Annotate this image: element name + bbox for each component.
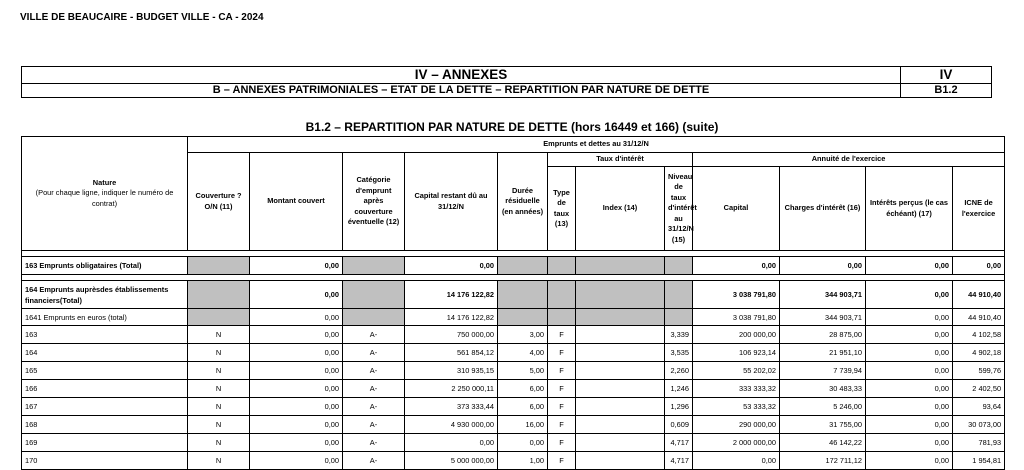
cell-duree: 16,00	[498, 416, 548, 434]
cell-couverture: N	[188, 326, 250, 344]
cell-couverture	[188, 309, 250, 326]
cell-niveau	[665, 257, 693, 275]
cell-capital: 3 038 791,80	[693, 281, 780, 309]
cell-index	[576, 452, 665, 470]
cell-capital-restant: 14 176 122,82	[405, 281, 498, 309]
cell-categorie: A-	[343, 380, 405, 398]
col-montant-couvert: Montant couvert	[250, 153, 343, 251]
header-title: IV – ANNEXES	[22, 67, 901, 84]
cell-duree	[498, 309, 548, 326]
cell-capital: 0,00	[693, 257, 780, 275]
cell-charges: 46 142,22	[780, 434, 866, 452]
cell-niveau	[665, 309, 693, 326]
cell-duree: 3,00	[498, 326, 548, 344]
cell-icne: 599,76	[953, 362, 1005, 380]
cell-type: F	[548, 434, 576, 452]
col-type-taux: Type de taux (13)	[548, 167, 576, 251]
cell-capital-restant: 0,00	[405, 257, 498, 275]
cell-couverture: N	[188, 434, 250, 452]
cell-icne: 30 073,00	[953, 416, 1005, 434]
cell-charges: 30 483,33	[780, 380, 866, 398]
header-subtitle: B – ANNEXES PATRIMONIALES – ETAT DE LA DETTE – REPARTITION PAR NATURE DE DETTE	[22, 84, 901, 98]
cell-index	[576, 309, 665, 326]
row-nature: 170	[22, 452, 188, 470]
col-duree: Durée résiduelle (en années)	[498, 153, 548, 251]
cell-index	[576, 398, 665, 416]
cell-niveau: 1,246	[665, 380, 693, 398]
cell-duree: 0,00	[498, 434, 548, 452]
document-title: VILLE DE BEAUCAIRE - BUDGET VILLE - CA - 2024	[20, 12, 264, 23]
cell-capital: 200 000,00	[693, 326, 780, 344]
cell-categorie: A-	[343, 434, 405, 452]
row-nature: 1641 Emprunts en euros (total)	[22, 309, 188, 326]
cell-interets: 0,00	[866, 434, 953, 452]
table-row	[22, 362, 1005, 380]
cell-duree: 4,00	[498, 344, 548, 362]
cell-couverture: N	[188, 452, 250, 470]
row-nature: 168	[22, 416, 188, 434]
cell-capital: 2 000 000,00	[693, 434, 780, 452]
cell-couverture	[188, 281, 250, 309]
cell-icne: 2 402,50	[953, 380, 1005, 398]
row-nature-line2: financiers(Total)	[25, 295, 82, 305]
row-nature: 169	[22, 434, 188, 452]
cell-interets: 0,00	[866, 326, 953, 344]
cell-index	[576, 362, 665, 380]
cell-categorie: A-	[343, 416, 405, 434]
cell-capital-restant: 373 333,44	[405, 398, 498, 416]
table-row	[22, 380, 1005, 398]
col-capital: Capital	[693, 167, 780, 251]
cell-index	[576, 257, 665, 275]
row-nature	[22, 281, 188, 309]
table-row	[22, 281, 1005, 309]
col-nature-sub: (Pour chaque ligne, indiquer le numéro de contrat)	[35, 188, 174, 208]
cell-duree: 6,00	[498, 398, 548, 416]
cell-capital-restant: 14 176 122,82	[405, 309, 498, 326]
cell-duree: 5,00	[498, 362, 548, 380]
cell-charges: 21 951,10	[780, 344, 866, 362]
cell-capital-restant: 2 250 000,11	[405, 380, 498, 398]
cell-interets: 0,00	[866, 281, 953, 309]
cell-capital-restant: 5 000 000,00	[405, 452, 498, 470]
col-categorie: Catégorie d'emprunt après couverture éventuelle (12)	[343, 153, 405, 251]
cell-index	[576, 380, 665, 398]
row-nature: 166	[22, 380, 188, 398]
col-index: Index (14)	[576, 167, 665, 251]
cell-capital-restant: 4 930 000,00	[405, 416, 498, 434]
table-row	[22, 309, 1005, 326]
cell-icne: 44 910,40	[953, 309, 1005, 326]
cell-montant: 0,00	[250, 362, 343, 380]
cell-duree: 6,00	[498, 380, 548, 398]
cell-icne: 4 102,58	[953, 326, 1005, 344]
cell-type: F	[548, 362, 576, 380]
cell-niveau: 3,535	[665, 344, 693, 362]
cell-charges: 0,00	[780, 257, 866, 275]
cell-couverture: N	[188, 362, 250, 380]
annex-header	[21, 66, 992, 98]
cell-charges: 7 739,94	[780, 362, 866, 380]
row-nature: 164	[22, 344, 188, 362]
cell-interets: 0,00	[866, 257, 953, 275]
cell-montant: 0,00	[250, 326, 343, 344]
cell-niveau: 4,717	[665, 434, 693, 452]
cell-categorie: A-	[343, 452, 405, 470]
col-niveau-taux: Niveau de taux d'intérêt au 31/12/N (15)	[665, 167, 693, 251]
cell-type	[548, 309, 576, 326]
cell-type	[548, 257, 576, 275]
cell-capital: 106 923,14	[693, 344, 780, 362]
header-subcode: B1.2	[901, 84, 992, 98]
cell-montant: 0,00	[250, 416, 343, 434]
cell-type: F	[548, 380, 576, 398]
row-nature-line1: 164 Emprunts auprèsdes établissements	[25, 284, 169, 294]
cell-niveau	[665, 281, 693, 309]
header-code: IV	[901, 67, 992, 84]
cell-categorie: A-	[343, 398, 405, 416]
cell-duree: 1,00	[498, 452, 548, 470]
cell-type	[548, 281, 576, 309]
table-row	[22, 416, 1005, 434]
cell-icne: 1 954,81	[953, 452, 1005, 470]
col-interets: Intérêts perçus (le cas échéant) (17)	[866, 167, 953, 251]
cell-interets: 0,00	[866, 344, 953, 362]
cell-niveau: 3,339	[665, 326, 693, 344]
cell-charges: 28 875,00	[780, 326, 866, 344]
cell-categorie	[343, 309, 405, 326]
cell-niveau: 1,296	[665, 398, 693, 416]
loan-rows	[22, 326, 1005, 470]
cell-interets: 0,00	[866, 380, 953, 398]
cell-charges: 172 711,12	[780, 452, 866, 470]
group-taux: Taux d'intérêt	[548, 153, 693, 167]
cell-charges: 5 246,00	[780, 398, 866, 416]
cell-montant: 0,00	[250, 398, 343, 416]
row-nature: 163 Emprunts obligataires (Total)	[22, 257, 188, 275]
cell-couverture: N	[188, 398, 250, 416]
cell-interets: 0,00	[866, 452, 953, 470]
cell-type: F	[548, 326, 576, 344]
col-nature	[22, 137, 188, 251]
cell-interets: 0,00	[866, 398, 953, 416]
cell-montant: 0,00	[250, 434, 343, 452]
cell-categorie: A-	[343, 344, 405, 362]
cell-index	[576, 416, 665, 434]
cell-charges: 31 755,00	[780, 416, 866, 434]
table-row	[22, 344, 1005, 362]
cell-categorie: A-	[343, 362, 405, 380]
table-row	[22, 434, 1005, 452]
table-row	[22, 452, 1005, 470]
cell-categorie	[343, 257, 405, 275]
cell-capital-restant: 561 854,12	[405, 344, 498, 362]
cell-capital-restant: 0,00	[405, 434, 498, 452]
col-couverture: Couverture ? O/N (11)	[188, 153, 250, 251]
cell-capital: 53 333,32	[693, 398, 780, 416]
cell-capital: 0,00	[693, 452, 780, 470]
cell-interets: 0,00	[866, 416, 953, 434]
cell-index	[576, 344, 665, 362]
cell-index	[576, 434, 665, 452]
cell-type: F	[548, 452, 576, 470]
col-charges: Charges d'intérêt (16)	[780, 167, 866, 251]
table-row	[22, 257, 1005, 275]
row-nature: 167	[22, 398, 188, 416]
col-capital-restant: Capital restant dû au 31/12/N	[405, 153, 498, 251]
cell-montant: 0,00	[250, 380, 343, 398]
cell-montant: 0,00	[250, 309, 343, 326]
row-nature: 163	[22, 326, 188, 344]
row-nature: 165	[22, 362, 188, 380]
table-row	[22, 326, 1005, 344]
cell-niveau: 2,260	[665, 362, 693, 380]
cell-duree	[498, 257, 548, 275]
cell-capital-restant: 750 000,00	[405, 326, 498, 344]
cell-categorie	[343, 281, 405, 309]
cell-niveau: 4,717	[665, 452, 693, 470]
cell-type: F	[548, 416, 576, 434]
cell-interets: 0,00	[866, 362, 953, 380]
cell-niveau: 0,609	[665, 416, 693, 434]
cell-icne: 4 902,18	[953, 344, 1005, 362]
cell-categorie: A-	[343, 326, 405, 344]
cell-icne: 44 910,40	[953, 281, 1005, 309]
cell-type: F	[548, 344, 576, 362]
cell-couverture	[188, 257, 250, 275]
cell-icne: 93,64	[953, 398, 1005, 416]
section-title: B1.2 – REPARTITION PAR NATURE DE DETTE (hors 16449 et 166) (suite)	[305, 120, 719, 134]
cell-montant: 0,00	[250, 281, 343, 309]
col-icne: ICNE de l'exercice	[953, 167, 1005, 251]
cell-index	[576, 326, 665, 344]
cell-charges: 344 903,71	[780, 309, 866, 326]
group-emprunts: Emprunts et dettes au 31/12/N	[188, 137, 1005, 153]
cell-index	[576, 281, 665, 309]
cell-interets: 0,00	[866, 309, 953, 326]
cell-montant: 0,00	[250, 257, 343, 275]
cell-montant: 0,00	[250, 452, 343, 470]
table-row	[22, 398, 1005, 416]
cell-icne: 0,00	[953, 257, 1005, 275]
cell-couverture: N	[188, 416, 250, 434]
col-nature-label: Nature	[92, 177, 117, 187]
cell-capital-restant: 310 935,15	[405, 362, 498, 380]
cell-type: F	[548, 398, 576, 416]
cell-capital: 55 202,02	[693, 362, 780, 380]
group-annuite: Annuité de l'exercice	[693, 153, 1005, 167]
cell-capital: 333 333,32	[693, 380, 780, 398]
cell-couverture: N	[188, 344, 250, 362]
debt-table	[21, 136, 1005, 470]
cell-icne: 781,93	[953, 434, 1005, 452]
cell-montant: 0,00	[250, 344, 343, 362]
cell-couverture: N	[188, 380, 250, 398]
cell-capital: 3 038 791,80	[693, 309, 780, 326]
cell-duree	[498, 281, 548, 309]
cell-charges: 344 903,71	[780, 281, 866, 309]
cell-capital: 290 000,00	[693, 416, 780, 434]
